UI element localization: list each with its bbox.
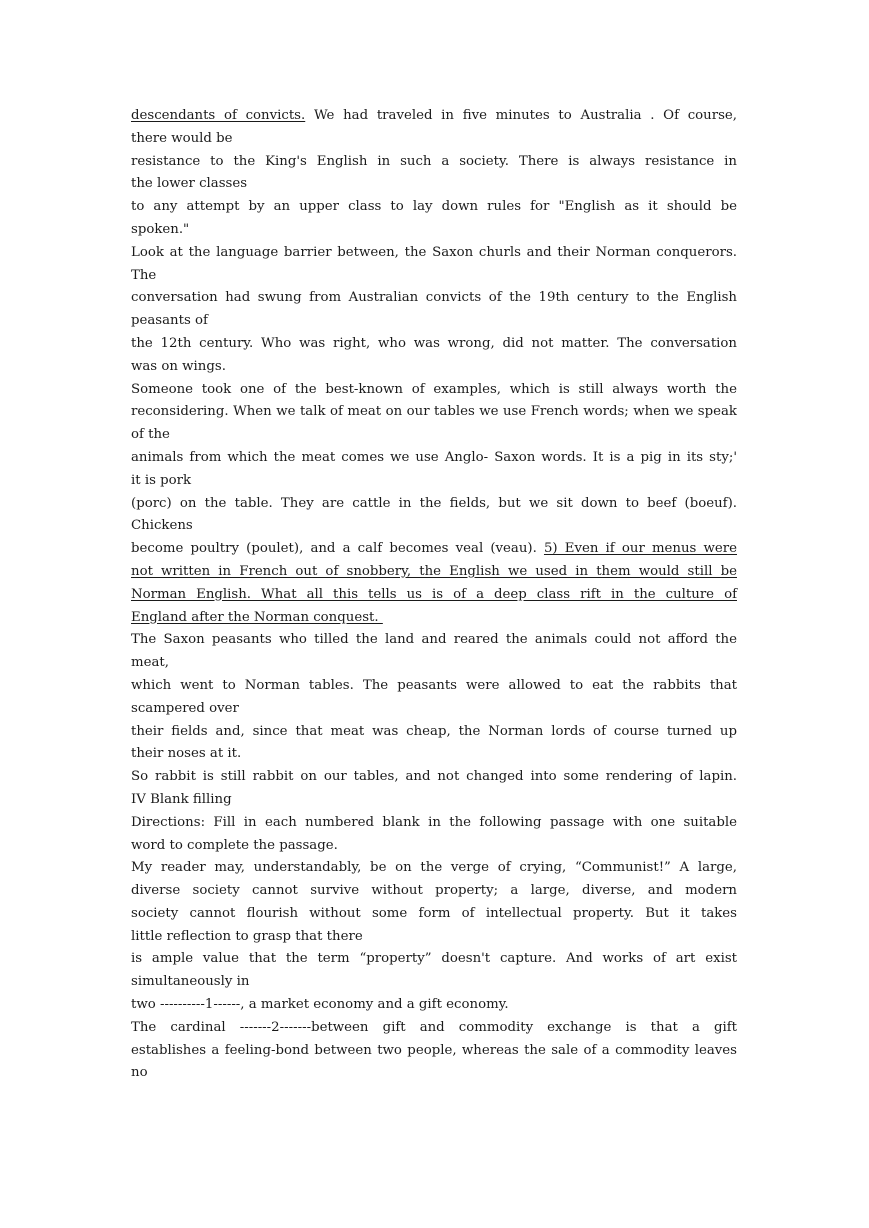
text-line — [131, 766, 737, 789]
document-body — [131, 105, 737, 1085]
text-line — [131, 789, 737, 812]
text-line — [131, 401, 737, 424]
text-line — [131, 424, 737, 447]
text-line — [131, 812, 737, 835]
text-line — [131, 128, 737, 151]
text-line — [131, 379, 737, 402]
text-segment: society cannot flourish without some form of intellectual property. But it takes — [131, 905, 737, 921]
text-line — [131, 903, 737, 926]
text-segment: was on wings. — [131, 358, 226, 374]
text-line — [131, 173, 737, 196]
text-line — [131, 607, 737, 630]
text-line — [131, 926, 737, 949]
paragraph — [131, 766, 737, 789]
paragraph — [131, 721, 737, 767]
text-segment: meat, — [131, 655, 169, 671]
text-segment: animals from which the meat comes we use Anglo- Saxon words. It is a pig in its sty;' — [131, 449, 737, 465]
text-line — [131, 105, 737, 128]
text-line — [131, 994, 737, 1017]
text-segment: diverse society cannot survive without property; a large, diverse, and modern — [131, 883, 737, 899]
paragraph — [131, 287, 737, 333]
text-line — [131, 538, 737, 561]
text-segment: establishes a feeling-bond between two people, whereas the sale of a commodity leaves — [131, 1042, 737, 1058]
paragraph — [131, 629, 737, 675]
text-segment: simultaneously in — [131, 974, 250, 990]
text-segment: The — [131, 267, 157, 283]
text-segment: Someone took one of the best-known of examples, which is still always worth the — [131, 381, 737, 397]
text-line — [131, 151, 737, 174]
text-segment: their noses at it. — [131, 746, 242, 762]
text-line — [131, 721, 737, 744]
text-segment: We had traveled in five minutes to Australia . Of course, — [305, 108, 737, 123]
text-segment: word to complete the passage. — [131, 837, 338, 853]
text-line — [131, 265, 737, 288]
paragraph — [131, 1017, 737, 1085]
text-segment: (porc) on the table. They are cattle in the fields, but we sit down to beef (boeuf). — [131, 495, 737, 511]
text-line — [131, 1062, 737, 1085]
text-line — [131, 287, 737, 310]
underlined-text: not written in French out of snobbery, the English we used in them would still be — [131, 563, 737, 579]
text-segment: little reflection to grasp that there — [131, 928, 363, 944]
underlined-text: England after the Norman conquest. — [131, 609, 383, 625]
underlined-text: Norman English. What all this tells us is of a deep class rift in the culture of — [131, 586, 737, 602]
text-segment: no — [131, 1065, 148, 1081]
text-segment: the lower classes — [131, 176, 248, 192]
paragraph — [131, 994, 737, 1017]
paragraph — [131, 151, 737, 197]
text-line — [131, 493, 737, 516]
text-segment: spoken." — [131, 221, 190, 237]
text-line — [131, 219, 737, 242]
text-segment: to any attempt by an upper class to lay down rules for "English as it should be — [131, 199, 737, 215]
paragraph — [131, 675, 737, 721]
text-line — [131, 675, 737, 698]
paragraph — [131, 538, 737, 629]
text-line — [131, 470, 737, 493]
paragraph — [131, 812, 737, 858]
paragraph — [131, 379, 737, 402]
text-segment: become poultry (poulet), and a calf becomes veal (veau). — [131, 541, 544, 557]
paragraph — [131, 948, 737, 994]
text-line — [131, 629, 737, 652]
text-segment: scampered over — [131, 700, 239, 716]
text-line — [131, 743, 737, 766]
text-line — [131, 447, 737, 470]
text-segment: is ample value that the term “property” doesn't capture. And works of art exist — [131, 951, 737, 967]
text-line — [131, 1017, 737, 1040]
text-segment: which went to Norman tables. The peasants were allowed to eat the rabbits that — [131, 677, 737, 693]
text-segment: IV Blank filling — [131, 791, 232, 807]
paragraph — [131, 105, 737, 151]
text-line — [131, 857, 737, 880]
underlined-text: descendants of convicts. — [131, 108, 306, 123]
text-line — [131, 561, 737, 584]
text-segment: The cardinal -------2-------between gift and commodity exchange is that a gift — [131, 1019, 737, 1035]
text-line — [131, 584, 737, 607]
text-segment: reconsidering. When we talk of meat on our tables we use French words; when we speak — [131, 404, 737, 420]
text-segment: there would be — [131, 130, 233, 146]
text-line — [131, 835, 737, 858]
text-segment: two ----------1------, a market economy and a gift economy. — [131, 997, 509, 1013]
text-line — [131, 515, 737, 538]
text-segment: Directions: Fill in each numbered blank in the following passage with one suitable — [131, 814, 737, 830]
text-segment: Look at the language barrier between, the Saxon churls and their Norman conquerors. — [131, 244, 737, 260]
text-line — [131, 333, 737, 356]
paragraph — [131, 493, 737, 539]
text-segment: resistance to the King's English in such a society. There is always resistance in — [131, 153, 737, 169]
text-segment: the 12th century. Who was right, who was wrong, did not matter. The conversation — [131, 335, 737, 351]
text-segment: of the — [131, 427, 170, 443]
text-line — [131, 880, 737, 903]
text-line — [131, 196, 737, 219]
paragraph — [131, 196, 737, 242]
text-segment: So rabbit is still rabbit on our tables, and not changed into some rendering of lapin. — [131, 769, 737, 785]
text-line — [131, 652, 737, 675]
text-segment: The Saxon peasants who tilled the land and reared the animals could not afford the — [131, 632, 737, 648]
paragraph — [131, 857, 737, 948]
text-segment: My reader may, understandably, be on the verge of crying, “Communist!” A large, — [131, 860, 737, 876]
paragraph — [131, 447, 737, 493]
paragraph — [131, 242, 737, 288]
text-segment: conversation had swung from Australian convicts of the 19th century to the English — [131, 290, 737, 306]
text-line — [131, 242, 737, 265]
text-segment: it is pork — [131, 472, 192, 488]
text-segment: peasants of — [131, 313, 208, 329]
text-segment: Chickens — [131, 518, 193, 534]
paragraph — [131, 401, 737, 447]
text-line — [131, 1040, 737, 1063]
paragraph — [131, 333, 737, 379]
text-line — [131, 310, 737, 333]
text-line — [131, 948, 737, 971]
text-line — [131, 356, 737, 379]
text-line — [131, 698, 737, 721]
underlined-text: 5) Even if our menus were — [543, 541, 737, 557]
text-line — [131, 971, 737, 994]
text-segment: their fields and, since that meat was cheap, the Norman lords of course turned up — [131, 723, 737, 739]
paragraph — [131, 789, 737, 812]
